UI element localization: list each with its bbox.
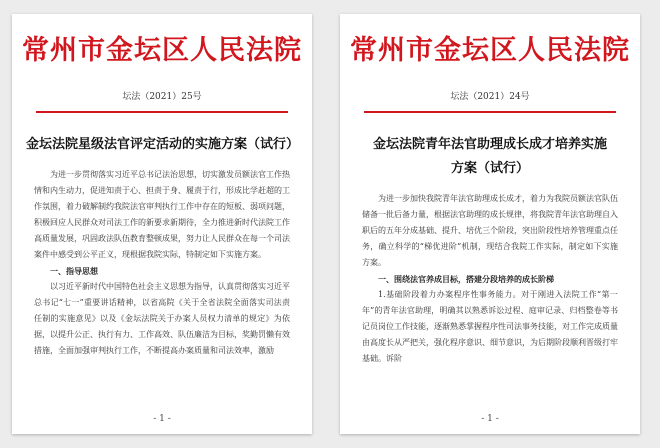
title-line-1: 金坛法院青年法官助理成长成才培养实施 xyxy=(372,137,607,152)
title-line-2: 方案（试行） xyxy=(450,161,529,176)
document-body xyxy=(362,191,618,367)
page-number: - 1 - xyxy=(153,414,171,424)
document-number: 坛法（2021）24号 xyxy=(450,92,530,102)
document-title xyxy=(354,133,626,181)
body-paragraph: 以习近平新时代中国特色社会主义思想为指导，认真贯彻落实习近平总书记“七一”重要讲话精神，以省高院《关于全省法院全面落实司法责任制的实施意见》以及《金坛法院关于办案人员权力清单的规定》为依据，以提升公正、执行有力、工作高效、队伍廉洁为目标，奖勤罚懒有效措施，全面加强审判执行工作，不断提高办案质量和司法效率，激励 xyxy=(34,282,290,355)
document-title: 金坛法院星级法官评定活动的实施方案（试行） xyxy=(26,137,300,152)
document-page-right xyxy=(340,14,640,434)
red-divider xyxy=(364,111,616,113)
document-number: 坛法（2021）25号 xyxy=(122,92,202,102)
section-heading: 一、指导思想 xyxy=(50,266,98,276)
document-body xyxy=(34,167,290,359)
body-paragraph: 为进一步加快我院青年法官助理成长成才，着力为我院员额法官队伍储备一批后备力量，根据法官助理的成长规律，将我院青年法官助理自入职后的五年分成基础、提升、培优三个阶段，突出阶段性培养管理重点任务，确立科学的“梯优进阶”机制，现结合我院工作实际，制定如下实施方案。 xyxy=(362,194,618,267)
court-header: 常州市金坛区人民法院 xyxy=(22,35,302,66)
body-paragraph: 为进一步贯彻落实习近平总书记法治思想，切实激发员额法官工作热情和内生动力，促进知责于心、担责于身、履责于行，形成比学赶超的工作氛围，着力破解制约我院法官审判执行工作中存在的短板、弱项问题，积极回应人民群众对司法工作的新要求新期待，全力推进新时代法院工作高质量发展，巩固政法队伍教育整顿成果，努力让人民群众在每一个司法案件中感受到公平正义，现根据我院实际，特制定如下实施方案。 xyxy=(34,170,290,259)
red-divider xyxy=(36,111,288,113)
page-number: - 1 - xyxy=(481,414,499,424)
body-paragraph: 1.基础阶段着力办案程序性事务能力。对于刚进入法院工作“第一年”的青年法官助理，明确其以熟悉诉讼过程、庭审记录、归档整卷等书记员岗位工作技能，逐渐熟悉掌握程序性司法事务技能，对工作完成质量由高度长从严把关，强化程序意识、细节意识，为后期阶段顺利晋级打牢基础。诉阶 xyxy=(362,290,618,363)
court-header: 常州市金坛区人民法院 xyxy=(350,35,630,66)
document-page-left xyxy=(12,14,312,434)
section-heading: 一、围绕法官养成目标，搭建分段培养的成长阶梯 xyxy=(378,274,554,284)
